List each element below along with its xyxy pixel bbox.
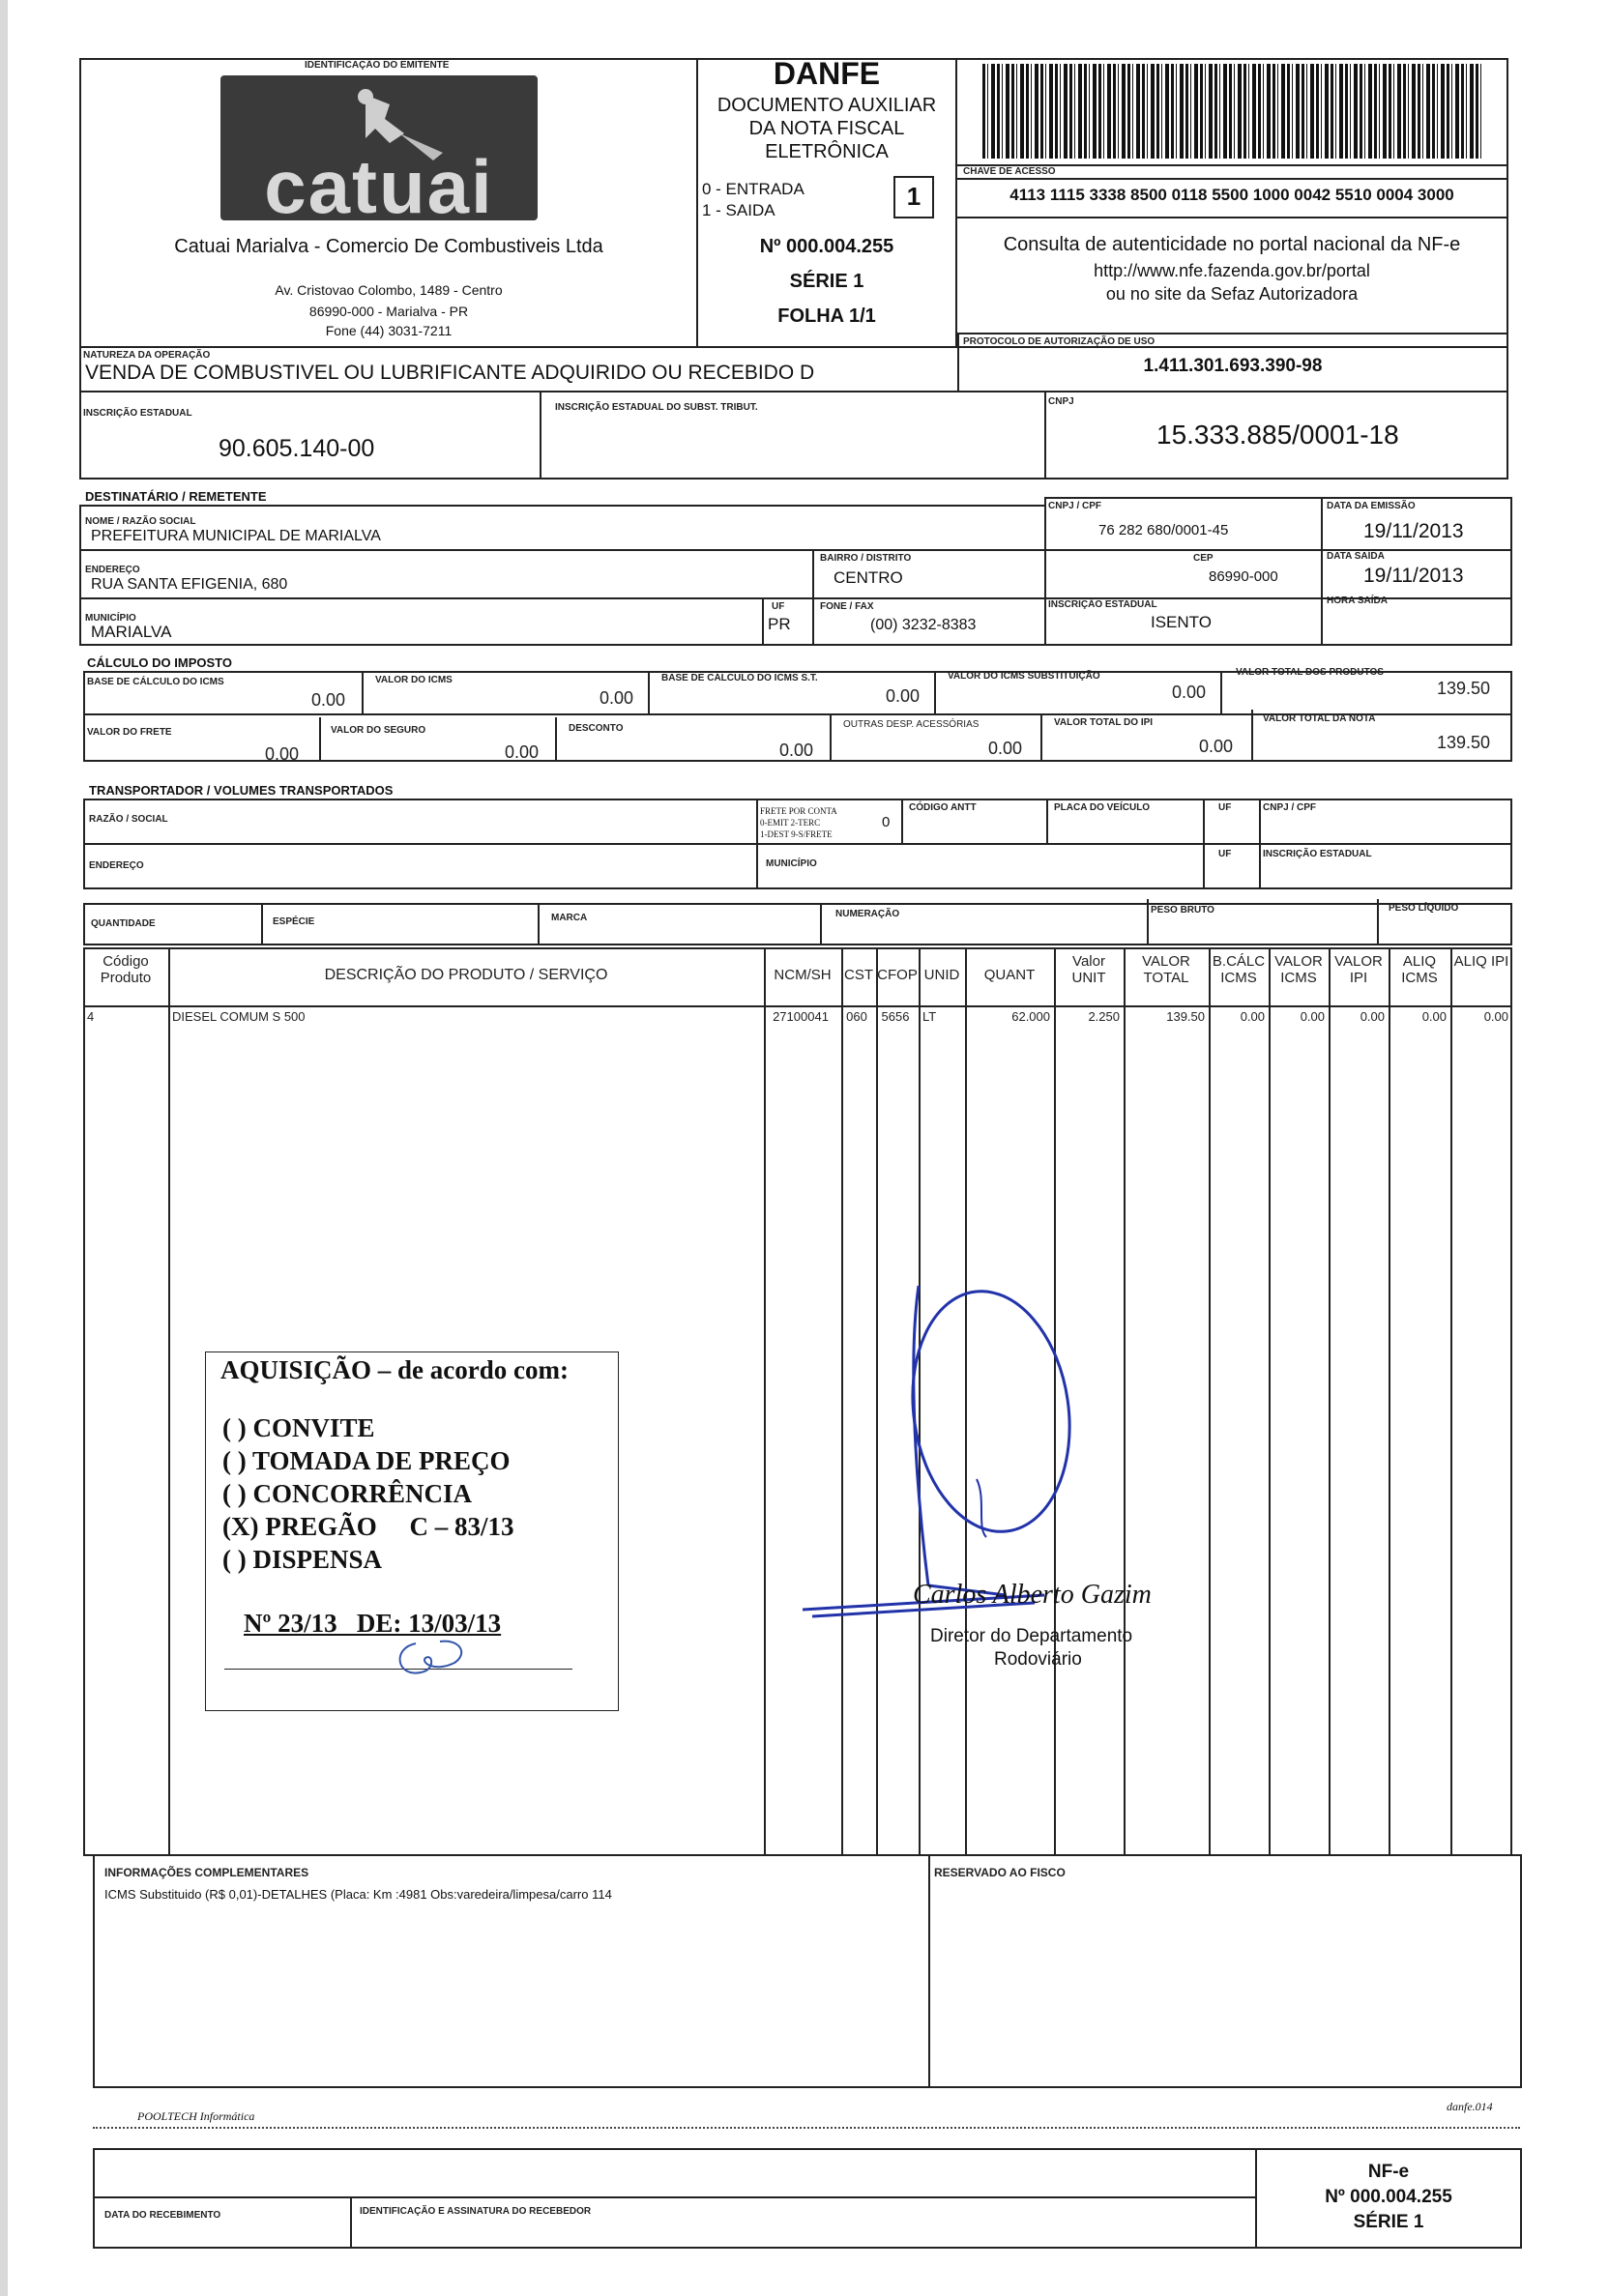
transp-r3-div4 [1147, 899, 1149, 945]
footer-nfe: NF-e [1367, 2162, 1410, 2182]
base-st-label: BASE DE CÁLCULO DO ICMS S.T. [661, 673, 818, 683]
total-nota-label: VALOR TOTAL DA NOTA [1263, 713, 1376, 724]
dest-ie: ISENTO [1151, 613, 1212, 631]
transp-r1-div3 [1046, 799, 1048, 845]
imposto-r2-div5 [1251, 710, 1253, 762]
transp-r3-div5 [1377, 899, 1379, 945]
dest-cnpj-label: CNPJ / CPF [1048, 501, 1102, 511]
recebimento-label: DATA DO RECEBIMENTO [104, 2210, 221, 2221]
dest-bairro: CENTRO [834, 568, 903, 587]
transp-peso-bruto-label: PESO BRUTO [1151, 905, 1214, 915]
ie-value: 90.605.140-00 [219, 435, 375, 462]
transp-endereco-label: ENDEREÇO [89, 860, 144, 871]
desconto-label: DESCONTO [569, 723, 624, 734]
destinatario-section: DESTINATÁRIO / REMETENTE [85, 489, 267, 504]
imposto-section: CÁLCULO DO IMPOSTO [87, 655, 232, 670]
stamp-title: AQUISIÇÃO – de acordo com: [220, 1355, 569, 1384]
valor-icms-label: VALOR DO ICMS [375, 675, 453, 685]
produtos-cell: 0.00 [1483, 1009, 1508, 1024]
dest-bairro-label: BAIRRO / DISTRITO [820, 553, 912, 564]
produtos-cell: 0.00 [1360, 1009, 1385, 1024]
danfe-subtitle1: DOCUMENTO AUXILIAR [717, 95, 937, 116]
transportador-section: TRANSPORTADOR / VOLUMES TRANSPORTADOS [89, 783, 394, 798]
transp-ie-label: INSCRIÇÃO ESTADUAL [1263, 849, 1372, 859]
initials-scribble-icon [387, 1634, 474, 1682]
base-icms-label: BASE DE CÁLCULO DO ICMS [87, 677, 224, 687]
emitente-phone: Fone (44) 3031-7211 [325, 323, 453, 338]
emitente-label: IDENTIFICAÇÃO DO EMITENTE [305, 60, 450, 71]
transp-uf2-label: UF [1218, 849, 1232, 859]
produtos-header-cell: ALIQ ICMS [1401, 953, 1438, 986]
total-prod: 139.50 [1437, 679, 1491, 698]
dest-fone: (00) 3232-8383 [870, 617, 977, 633]
produtos-header-cell: B.CÁLC ICMS [1212, 953, 1266, 986]
produtos-cell: 0.00 [1240, 1009, 1265, 1024]
outras-label: OUTRAS DESP. ACESSÓRIAS [843, 719, 980, 730]
dest-cep: 86990-000 [1209, 568, 1278, 585]
produtos-cell: 27100041 [773, 1009, 829, 1024]
ipi: 0.00 [1199, 737, 1234, 756]
produtos-header-cell: UNID [923, 967, 960, 983]
dest-nome: PREFEITURA MUNICIPAL DE MARIALVA [91, 528, 381, 544]
produtos-header-cell: DESCRIÇÃO DO PRODUTO / SERVIÇO [324, 967, 608, 983]
natureza-label: NATUREZA DA OPERAÇÃO [83, 350, 211, 361]
valor-icms: 0.00 [600, 688, 634, 708]
assinatura-label: IDENTIFICAÇÃO E ASSINATURA DO RECEBEDOR [360, 2206, 592, 2217]
recebimento-box [93, 2148, 1257, 2249]
seguro-label: VALOR DO SEGURO [331, 725, 426, 736]
base-icms: 0.00 [311, 690, 346, 710]
produtos-col-divider [1389, 947, 1390, 1856]
transp-uf-label: UF [1218, 802, 1232, 813]
barcode [982, 64, 1481, 159]
dest-endereco-label: ENDEREÇO [85, 565, 140, 575]
stamp-line4: (X) PREGÃO C – 83/13 [222, 1512, 514, 1541]
signature-role1: Diretor do Departamento [930, 1626, 1133, 1646]
dest-fone-label: FONE / FAX [820, 601, 874, 612]
produtos-header-cell: NCM/SH [774, 967, 832, 983]
imposto-r2-div1 [319, 717, 321, 762]
stamp-line3: ( ) CONCORRÊNCIA [222, 1479, 472, 1508]
fisco-label: RESERVADO AO FISCO [934, 1866, 1066, 1879]
danfe-folha: FOLHA 1/1 [777, 305, 876, 327]
valor-st: 0.00 [1172, 683, 1207, 702]
transp-frete-l3: 1-DEST 9-S/FRETE [760, 829, 833, 839]
transp-placa-label: PLACA DO VEÍCULO [1054, 802, 1151, 813]
chave-label: CHAVE DE ACESSO [963, 166, 1056, 177]
ie-st-label: INSCRIÇÃO ESTADUAL DO SUBST. TRIBUT. [555, 402, 758, 413]
frete-label: VALOR DO FRETE [87, 727, 172, 738]
produtos-header-cell: CST [844, 967, 873, 983]
cnpj-label: CNPJ [1048, 396, 1074, 407]
dest-municipio-label: MUNICÍPIO [85, 613, 136, 624]
total-prod-label: VALOR TOTAL DOS PRODUTOS [1236, 667, 1384, 678]
danfe-title: DANFE [773, 56, 881, 91]
produtos-cell: 2.250 [1088, 1009, 1120, 1024]
transp-r1-div5 [1259, 799, 1261, 845]
ipi-label: VALOR TOTAL DO IPI [1054, 717, 1154, 728]
transp-razao-label: RAZÃO / SOCIAL [89, 814, 168, 825]
consulta-line2: http://www.nfe.fazenda.gov.br/portal [1094, 261, 1370, 280]
dest-cep-box [1044, 549, 1323, 599]
transp-r1-div2 [901, 799, 903, 845]
dest-uf: PR [768, 615, 791, 633]
fisco-box [928, 1854, 1522, 2088]
produtos-header-cell: VALOR ICMS [1274, 953, 1323, 986]
chave-value: 4113 1115 3338 8500 0118 5500 1000 0042 5510 0004 3000 [1009, 186, 1454, 204]
dest-row3-box [79, 597, 764, 646]
dest-saida: 19/11/2013 [1363, 565, 1464, 587]
dest-saida-label: DATA SAÍDA [1327, 551, 1385, 562]
produtos-col-divider [1269, 947, 1271, 1856]
transp-peso-liquido-label: PESO LÍQUIDO [1389, 903, 1459, 914]
imposto-r1-div1 [362, 671, 364, 715]
cut-line [93, 2127, 1520, 2129]
produtos-header-cell: Código Produto [100, 953, 152, 986]
produtos-cell: 0.00 [1421, 1009, 1447, 1024]
dest-municipio: MARIALVA [91, 623, 172, 641]
danfe-subtitle3: ELETRÔNICA [765, 141, 889, 162]
dest-ie-label: INSCRIÇÃO ESTADUAL [1048, 599, 1157, 610]
danfe-numero: Nº 000.004.255 [759, 236, 894, 257]
produtos-cell: LT [922, 1009, 937, 1024]
transp-frete-val: 0 [882, 814, 891, 830]
signature-role2: Rodoviário [994, 1649, 1082, 1670]
footer-left: POOLTECH Informática [137, 2109, 255, 2123]
stamp-line1: ( ) CONVITE [222, 1413, 375, 1442]
emitente-address2: 86990-000 - Marialva - PR [308, 304, 469, 319]
dest-cep-label: CEP [1193, 553, 1214, 564]
ie-label: INSCRIÇÃO ESTADUAL [83, 408, 192, 419]
total-nota: 139.50 [1437, 733, 1491, 752]
produtos-cell: 060 [846, 1009, 867, 1024]
dest-bairro-divider [812, 549, 814, 599]
stamp-numero: Nº 23/13 DE: 13/03/13 [244, 1609, 502, 1638]
transp-r2-div2 [1203, 843, 1205, 889]
valor-st-label: VALOR DO ICMS SUBSTITUIÇÃO [948, 671, 1100, 682]
produtos-col-divider [1329, 947, 1331, 1856]
scan-edge [0, 0, 8, 2296]
transp-qtd-label: QUANTIDADE [91, 918, 156, 929]
transp-numeracao-label: NUMERAÇÃO [835, 909, 900, 919]
info-text: ICMS Substituido (R$ 0,01)-DETALHES (Placa: Km :4981 Obs:varedeira/limpesa/carro 114 [104, 1887, 612, 1902]
produtos-cell: 0.00 [1300, 1009, 1325, 1024]
logo-wordmark: catuai [264, 144, 494, 220]
desconto: 0.00 [779, 741, 814, 760]
protocolo-label: PROTOCOLO DE AUTORIZAÇÃO DE USO [963, 336, 1156, 347]
produtos-header-cell: VALOR IPI [1334, 953, 1383, 986]
produtos-header-cell: QUANT [983, 967, 1036, 983]
transp-r2-div1 [756, 843, 758, 889]
produtos-col-divider [764, 947, 766, 1856]
signature-name: Carlos Alberto Gazim [913, 1580, 1152, 1610]
transp-antt-label: CÓDIGO ANTT [909, 802, 977, 813]
danfe-saida: 1 - SAIDA [702, 201, 775, 219]
transp-frete-l2: 0-EMIT 2-TERC [760, 818, 821, 828]
imposto-r1-div3 [934, 671, 936, 715]
transp-especie-label: ESPÉCIE [273, 916, 315, 927]
info-label: INFORMAÇÕES COMPLEMENTARES [104, 1866, 309, 1879]
danfe-subtitle2: DA NOTA FISCAL [748, 118, 905, 139]
produtos-cell: 4 [87, 1009, 95, 1024]
dest-emissao: 19/11/2013 [1363, 520, 1464, 542]
base-st: 0.00 [886, 686, 921, 706]
imposto-r2-div3 [830, 715, 832, 762]
recebimento-divider [93, 2196, 1257, 2198]
consulta-line3: ou no site da Sefaz Autorizadora [1105, 284, 1359, 304]
transp-marca-label: MARCA [551, 913, 588, 923]
consulta-line1: Consulta de autenticidade no portal nacional da NF-e [1003, 234, 1461, 255]
produtos-header-line [83, 1005, 1512, 1007]
produtos-header-cell: VALOR TOTAL [1142, 953, 1190, 986]
produtos-col-divider [1450, 947, 1452, 1856]
dest-nome-label: NOME / RAZÃO SOCIAL [85, 516, 196, 527]
imposto-r2-div2 [555, 717, 557, 762]
dest-endereco: RUA SANTA EFIGENIA, 680 [91, 576, 288, 593]
transp-r3-div3 [820, 903, 822, 945]
danfe-serie: SÉRIE 1 [789, 271, 864, 292]
transp-r2-div3 [1259, 843, 1261, 889]
footer-numero: Nº 000.004.255 [1325, 2187, 1452, 2207]
danfe-entrada: 0 - ENTRADA [702, 180, 804, 198]
imposto-r2-div4 [1040, 713, 1042, 762]
footer-serie: SÉRIE 1 [1353, 2212, 1424, 2232]
produtos-cell: DIESEL COMUM S 500 [172, 1009, 306, 1024]
signature-scribble-icon [793, 1276, 1180, 1624]
transp-r1-div1 [756, 799, 758, 845]
stamp-line2: ( ) TOMADA DE PREÇO [222, 1446, 511, 1475]
company-logo [220, 75, 538, 220]
transp-municipio-label: MUNICÍPIO [766, 858, 817, 869]
produtos-cell: 62.000 [1011, 1009, 1050, 1024]
transp-r1-div4 [1203, 799, 1205, 845]
transp-frete-l1: FRETE POR CONTA [760, 806, 837, 816]
transp-r3-div1 [261, 903, 263, 945]
natureza-value: VENDA DE COMBUSTIVEL OU LUBRIFICANTE ADQUIRIDO OU RECEBIDO D [85, 362, 815, 384]
produtos-header-cell: Valor UNIT [1071, 953, 1106, 986]
outras: 0.00 [988, 739, 1023, 758]
produtos-col-divider [168, 947, 170, 1856]
emitente-name: Catuai Marialva - Comercio De Combustiveis Ltda [174, 236, 603, 257]
recebimento-vdivider [350, 2196, 352, 2249]
seguro: 0.00 [505, 742, 540, 762]
dest-uf-label: UF [772, 601, 785, 612]
dest-hora-label: HORA SAÍDA [1327, 596, 1388, 606]
produtos-header-cell: CFOP [877, 967, 918, 983]
produtos-header-cell: ALIQ IPI [1453, 953, 1509, 970]
dest-emissao-label: DATA DA EMISSÃO [1327, 501, 1416, 511]
produtos-col-divider [1209, 947, 1211, 1856]
danfe-tipo: 1 [906, 182, 922, 211]
transp-cnpj-label: CNPJ / CPF [1263, 802, 1317, 813]
dest-cnpj: 76 282 680/0001-45 [1098, 522, 1229, 538]
stamp-line5: ( ) DISPENSA [222, 1545, 383, 1574]
footer-right: danfe.014 [1447, 2100, 1493, 2113]
imposto-r1-div4 [1220, 671, 1222, 715]
imposto-r1-div2 [648, 671, 650, 715]
protocolo-value: 1.411.301.693.390-98 [1143, 356, 1323, 376]
emitente-address1: Av. Cristovao Colombo, 1489 - Centro [275, 282, 503, 298]
transp-r3-div2 [538, 903, 540, 945]
cnpj-value: 15.333.885/0001-18 [1156, 420, 1399, 450]
produtos-cell: 139.50 [1166, 1009, 1205, 1024]
frete: 0.00 [265, 744, 300, 764]
produtos-cell: 5656 [881, 1009, 910, 1024]
